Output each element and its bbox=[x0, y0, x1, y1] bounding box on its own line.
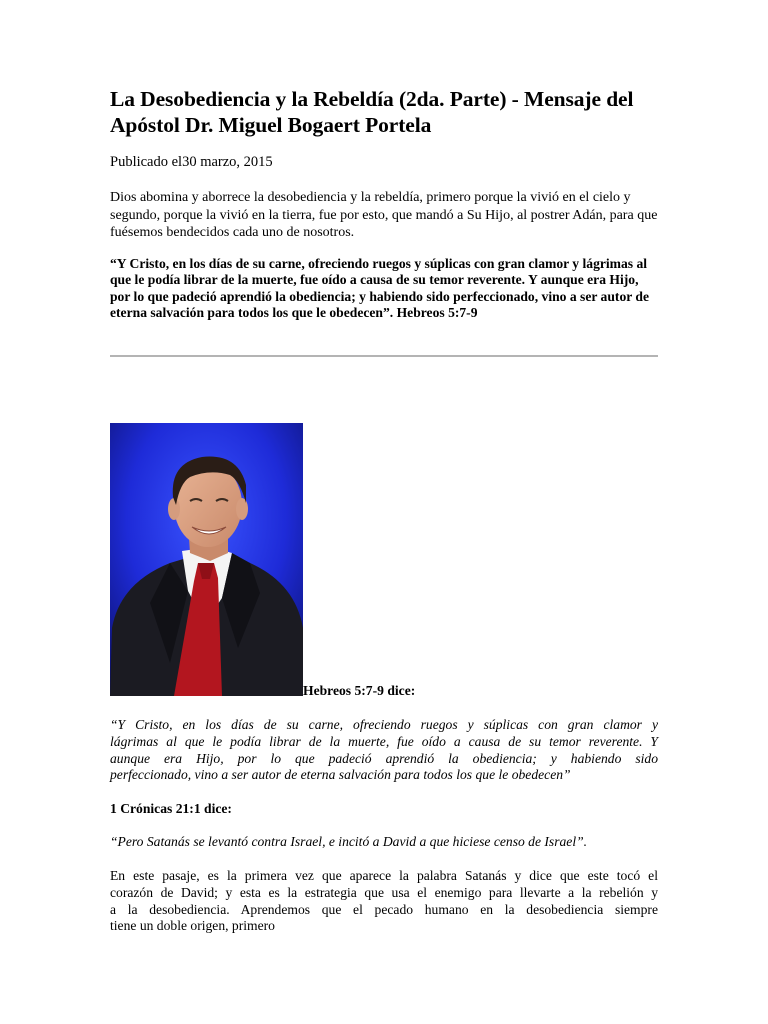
article-title: La Desobediencia y la Rebeldía (2da. Parte) - Mensaje del Apóstol Dr. Miguel Bogaert Portela bbox=[110, 87, 634, 137]
quote-line: aunque era Hijo, por lo que padeció aprendió la obediencia; y habiendo sido bbox=[110, 750, 658, 766]
quote-line: perfeccionado, vino a ser autor de eterna salvación para todos los que le obedecen” bbox=[110, 767, 571, 783]
body-line: a la desobediencia. Aprendemos que el pecado humano en la desobediencia siempre bbox=[110, 901, 658, 917]
body-line: En este pasaje, es la primera vez que aparece la palabra Satanás y dice que este tocó el bbox=[110, 868, 658, 883]
body-paragraph bbox=[110, 868, 658, 935]
body-line: corazón de David; y esta es la estrategia que usa el enemigo para llevarte a la rebelión y bbox=[110, 884, 658, 900]
quote-line: lágrimas al que le podía librar de la muerte, fue oído a causa de su temor reverente. Y bbox=[110, 733, 658, 749]
intro-paragraph: Dios abomina y aborrece la desobediencia y la rebeldía, primero porque la vivió en el cielo y segundo, porque la vivió en la tierra, fue por esto, que mandó a Su Hijo, al postrer Adán, para que fuésemos bendecidos cada uno de nosotros. bbox=[110, 190, 658, 240]
author-photo bbox=[110, 423, 303, 696]
body-line: tiene un doble origen, primero bbox=[110, 918, 275, 934]
bible-quote-italic bbox=[110, 717, 658, 784]
horizontal-divider bbox=[110, 355, 658, 357]
bible-quote-cronicas: “Pero Satanás se levantó contra Israel, e incitó a David a que hiciese censo de Israel”. bbox=[110, 834, 588, 849]
quote-line: “Y Cristo, en los días de su carne, ofreciendo ruegos y súplicas con gran clamor y bbox=[110, 717, 658, 732]
reference-hebreos: Hebreos 5:7-9 dice: bbox=[303, 683, 416, 698]
bible-quote-bold: “Y Cristo, en los días de su carne, ofreciendo ruegos y súplicas con gran clamor y lágrimas al que le podía librar de la muerte, fue oído a causa de su temor reverente. Y aunque era Hijo, por lo que padeció aprendió la obediencia; y habiendo sido perfeccionado, vino a ser autor de eterna salvación para todos los que le obedecen”. Hebreos 5:7-9 bbox=[110, 256, 650, 320]
reference-cronicas: 1 Crónicas 21:1 dice: bbox=[110, 801, 232, 816]
publication-date: Publicado el30 marzo, 2015 bbox=[110, 154, 273, 170]
